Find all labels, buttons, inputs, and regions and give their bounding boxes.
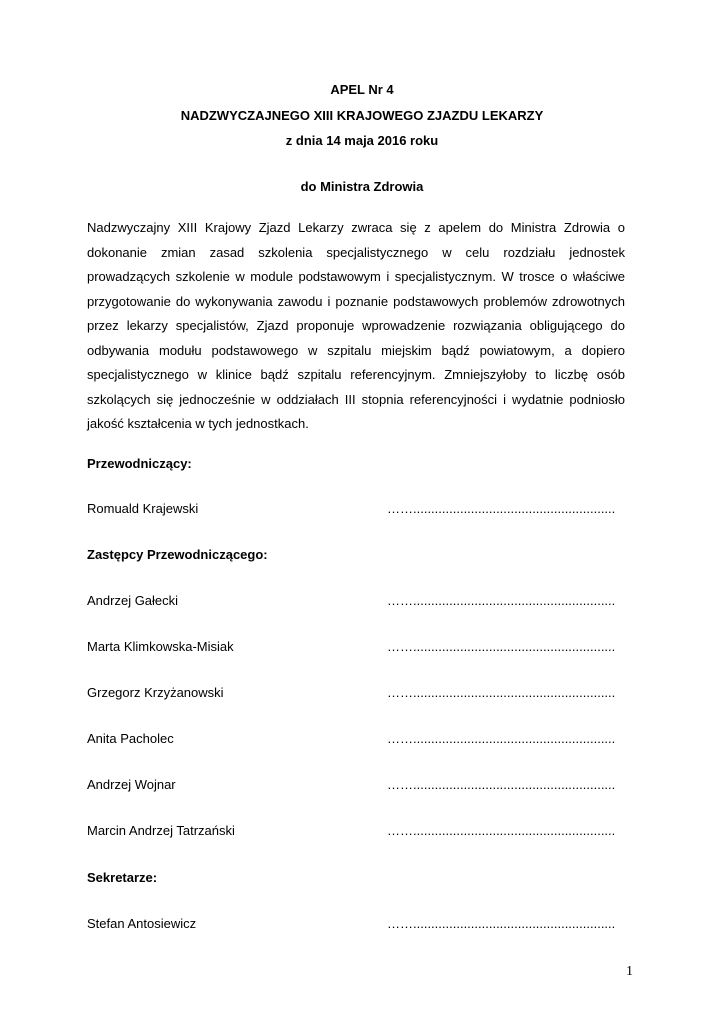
signature-line: ……........................................................ — [387, 916, 616, 931]
deputies-heading: Zastępcy Przewodniczącego: — [87, 547, 268, 562]
document-date: z dnia 14 maja 2016 roku — [285, 133, 439, 148]
signatory-name: Anita Pacholec — [87, 731, 174, 746]
signature-line: ……........................................................ — [387, 639, 616, 654]
signature-row-deputy — [87, 823, 627, 839]
signature-line: ……........................................................ — [387, 823, 616, 838]
signature-row-chair — [87, 501, 627, 517]
addressee: do Ministra Zdrowia — [300, 179, 424, 194]
signatory-name: Romuald Krajewski — [87, 501, 199, 516]
signature-line: ……........................................................ — [387, 593, 616, 608]
signatory-name: Andrzej Wojnar — [87, 777, 176, 792]
signature-line: ……........................................................ — [387, 777, 616, 792]
signature-line: ……........................................................ — [387, 731, 616, 746]
signatory-name: Marta Klimkowska-Misiak — [87, 639, 234, 654]
signature-row-deputy — [87, 593, 627, 609]
signatory-name: Andrzej Gałecki — [87, 593, 179, 608]
secretaries-heading: Sekretarze: — [87, 870, 158, 885]
page-number: 1 — [626, 964, 633, 979]
signatory-name: Marcin Andrzej Tatrzański — [87, 823, 235, 838]
signature-line: ……........................................................ — [387, 685, 616, 700]
signature-row-secretary — [87, 916, 627, 932]
signature-row-deputy — [87, 639, 627, 655]
signature-row-deputy — [87, 685, 627, 701]
document-subtitle: NADZWYCZAJNEGO XIII KRAJOWEGO ZJAZDU LEKARZY — [180, 108, 544, 123]
signatory-name: Grzegorz Krzyżanowski — [87, 685, 224, 700]
signature-line: ……........................................................ — [387, 501, 616, 516]
signature-row-deputy — [87, 777, 627, 793]
signature-row-deputy — [87, 731, 627, 747]
document-title: APEL Nr 4 — [330, 82, 394, 97]
appeal-paragraph: Nadzwyczajny XIII Krajowy Zjazd Lekarzy zwraca się z apelem do Ministra Zdrowia o dokonanie zmian zasad szkolenia specjalistycznego w celu rozdziału jednostek prowadzących szkolenie w module podstawowym i specjalistycznym. W trosce o właściwe przygotowanie do wykonywania zawodu i poznanie podstawowych problemów zdrowotnych przez lekarzy specjalistów, Zjazd proponuje wprowadzenie rozwiązania obligującego do odbywania modułu podstawowego w szpitalu miejskim bądź powiatowym, a dopiero specjalistycznego w klinice bądź szpitalu referencyjnym. Zmniejszyłoby to liczbę osób szkolących się jednocześnie w oddziałach III stopnia referencyjności i wydatnie podniosło jakość kształcenia w tych jednostkach. — [87, 220, 625, 431]
chair-heading: Przewodniczący: — [87, 456, 192, 471]
signatory-name: Stefan Antosiewicz — [87, 916, 197, 931]
